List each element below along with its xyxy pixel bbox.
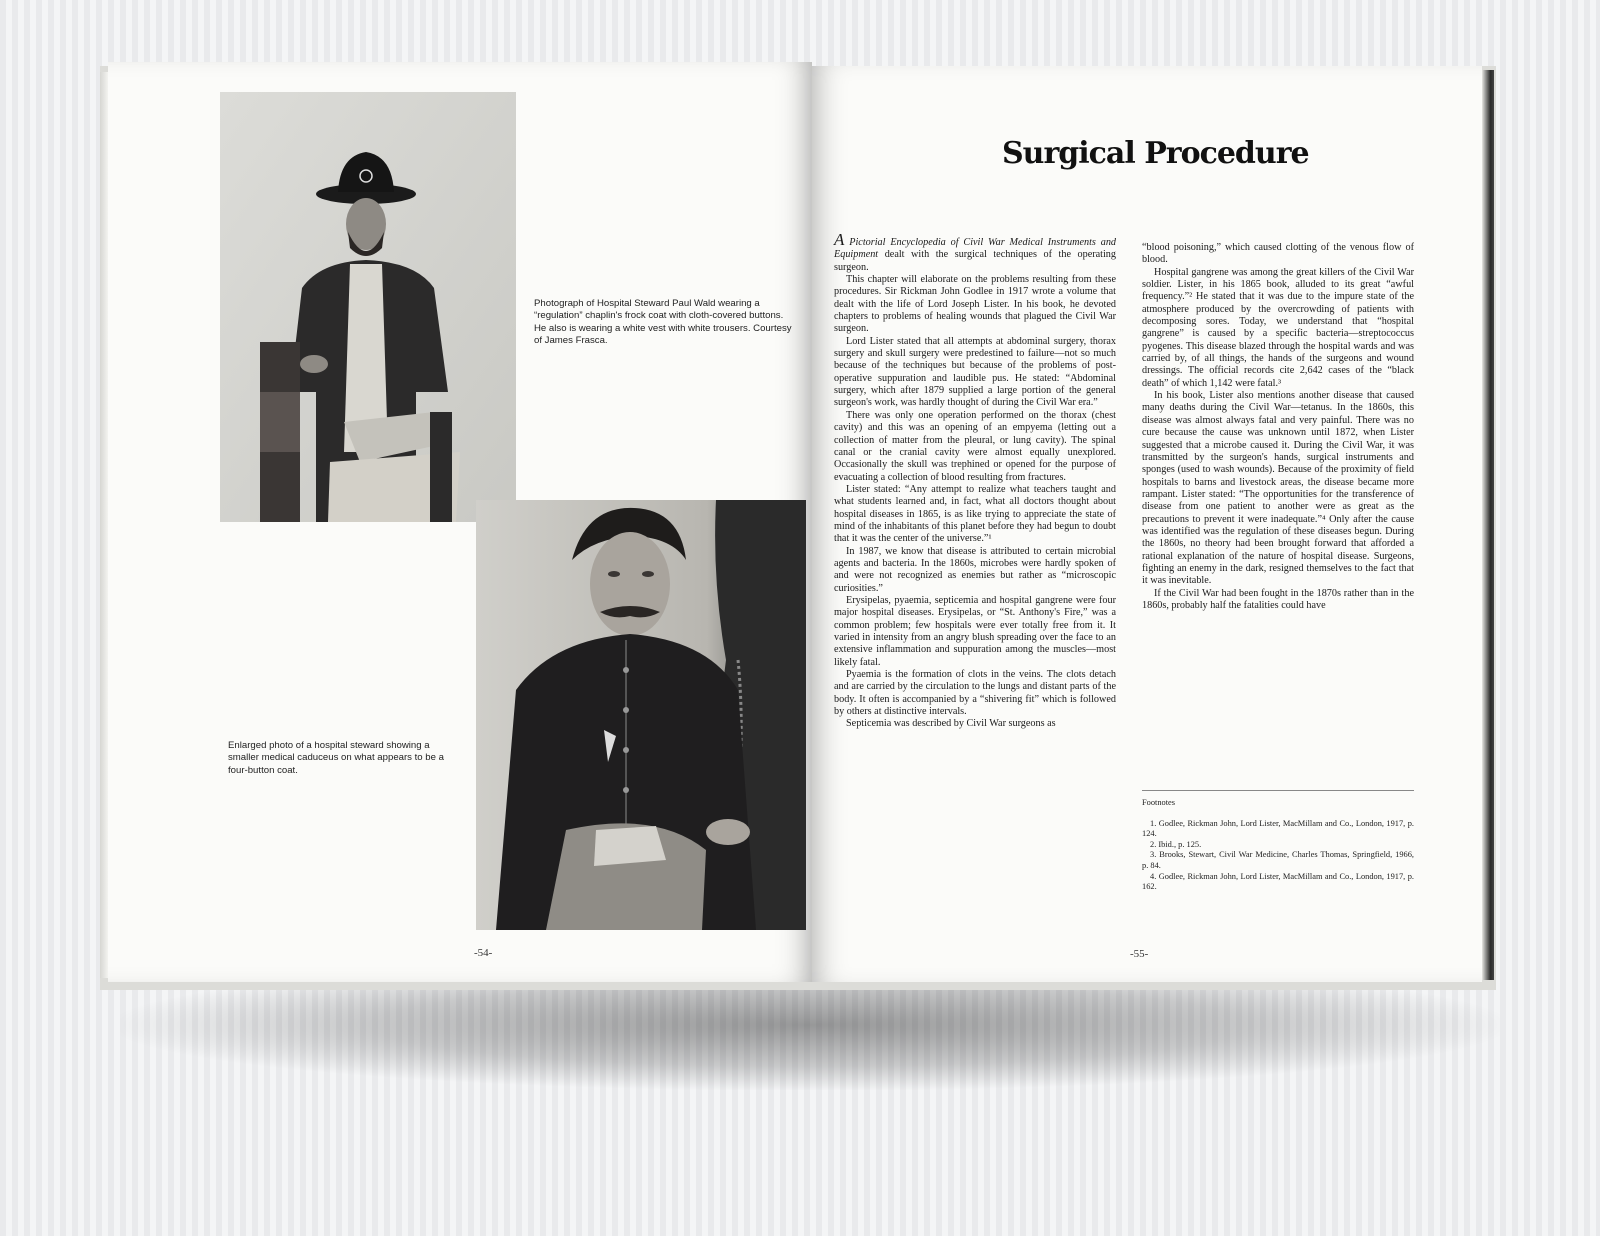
paragraph: Erysipelas, pyaemia, septicemia and hospital gangrene were four major hospital diseases. Erysipelas, or “St. Anthony's Fire,” was a common problem; few hospitals were ever totally free from it. It varied in intensity from an angry blush spreading over the face to an extensive inflammation and suppuration among the muscles—most likely fatal. xyxy=(834,594,1116,668)
photo2-caption: Enlarged photo of a hospital steward showing a smaller medical caduceus on what appears to be a four-button coat. xyxy=(228,740,444,776)
right-page xyxy=(812,66,1482,982)
photo1-caption: Photograph of Hospital Steward Paul Wald wearing a “regulation” chaplin's frock coat with cloth-covered buttons. He also is wearing a white vest with white trousers. Courtesy of James Frasca. xyxy=(534,298,792,347)
page-number-left: -54- xyxy=(474,947,493,959)
paragraph: Lord Lister stated that all attempts at abdominal surgery, thorax surgery and skull surgery were predestined to failure—not so much because of the techniques but because of the problems of post-operative suppuration and laudible pus. He stated: “Abdominal surgery, which after 1879 supplied a large portion of the general surgeon's work, was hardly thought of during the Civil War era.” xyxy=(834,335,1116,409)
text-column-1 xyxy=(834,230,1117,731)
footnote: 2. Ibid., p. 125. xyxy=(1150,839,1202,849)
paragraph: In 1987, we know that disease is attributed to certain microbial agents and bacteria. In the 1860s, microbes were hardly spoken of and were not recognized as enemies but rather as “microscopic curiosities.” xyxy=(834,545,1116,594)
photo-hospital-steward-paul-wald xyxy=(220,92,516,522)
left-page xyxy=(108,62,812,982)
footnotes-title: Footnotes xyxy=(1142,798,1176,807)
paragraph: Lister stated: “Any attempt to realize what teachers taught and what students learned and, in fact, what all doctors thought about hospital diseases in 1865, is as like trying to appreciate the state of mind of the inhabitants of this planet before they had begun to doubt that it was the center of the universe.”¹ xyxy=(834,483,1116,545)
footnote: 1. Godlee, Rickman John, Lord Lister, MacMillam and Co., London, 1917, p. 124. xyxy=(1142,818,1414,839)
chapter-title: Surgical Procedure xyxy=(1002,136,1309,171)
footnotes xyxy=(1142,790,1414,893)
paragraph: If the Civil War had been fought in the 1870s rather than in the 1860s, probably half the fatalities could have xyxy=(1142,587,1414,611)
lead-paragraph: A Pictorial Encyclopedia of Civil War Medical Instruments and Equipment dealt with the surgical techniques of the operating surgeon. xyxy=(834,230,1117,273)
paragraph: Pyaemia is the formation of clots in the veins. The clots detach and are carried by the circulation to the lungs and distant parts of the body. It often is accompanied by a “shivering fit” which is followed by others at distinctive intervals. xyxy=(834,669,1116,718)
footnote: 4. Godlee, Rickman John, Lord Lister, MacMillam and Co., London, 1917, p. 162. xyxy=(1142,871,1414,892)
paragraph: Hospital gangrene was among the great killers of the Civil War soldier. Lister, in his 1865 book, alluded to its great “awful frequency.”² He stated that it was due to the impure state of the atmosphere produced by the overcrowding of patients with decomposing sores. Today, we understand that “hospital gangrene” is caused by a specific bacteria—streptococcus pyogenes. This disease blazed through the hospital wards and was carried by, of all things, the hands of the surgeons and wound dressings. The official records cite 2,642 cases of the “black death” of which 1,142 were fatal.³ xyxy=(1142,266,1414,389)
photo-hospital-steward-enlarged xyxy=(476,500,806,930)
paragraph: Septicemia was described by Civil War surgeons as xyxy=(846,718,1056,730)
text-column-2 xyxy=(1142,242,1414,612)
page-number-right: -55- xyxy=(1130,948,1149,960)
paragraph: “blood poisoning,” which caused clotting of the venous flow of blood. xyxy=(1142,242,1414,266)
paragraph: This chapter will elaborate on the problems resulting from these procedures. Sir Rickman John Godlee in 1917 wrote a volume that dealt with the life of Lord Joseph Lister. In his book, he devoted chapters to problems of healing wounds that plagued the Civil War surgeon. xyxy=(834,274,1116,335)
footnote: 3. Brooks, Stewart, Civil War Medicine, Charles Thomas, Springfield, 1966, p. 84. xyxy=(1142,850,1414,870)
paragraph: In his book, Lister also mentions another disease that caused many deaths during the Civil War—tetanus. In the 1860s, this disease was almost always fatal and very painful. There was no cure because the cause was unknown until 1872, when Lister suggested that a microbe caused it. During the Civil War, it was transmitted by the surgeon's hands, surgical instruments and sponges (used to wash wounds). Because of the proximity of field hospitals to barns and livestock areas, the disease became more rampant. Lister stated: “The opportunities for the transference of disease from one patient to another were as great as the precautions to prevent it were inadequate.”⁴ Only after the cause was identified was the regulation of these diseases begun. During the 1860s, no theory had been brought forward that afforded a rational explanation of the nature of hospital disease. Surgeons, fighting an enemy in the dark, resigned themselves to the fact that it was inevitable. xyxy=(1142,390,1414,587)
paragraph: There was only one operation performed on the thorax (chest cavity) and this was an opening of an empyema (letting out a collection of matter from the pleural, or lung cavity). The spinal canal or the cranial cavity were almost equally unexplored. Occasionally the skull was trephined or opened for the purpose of evacuating a collection of blood resulting from fractures. xyxy=(834,409,1116,483)
